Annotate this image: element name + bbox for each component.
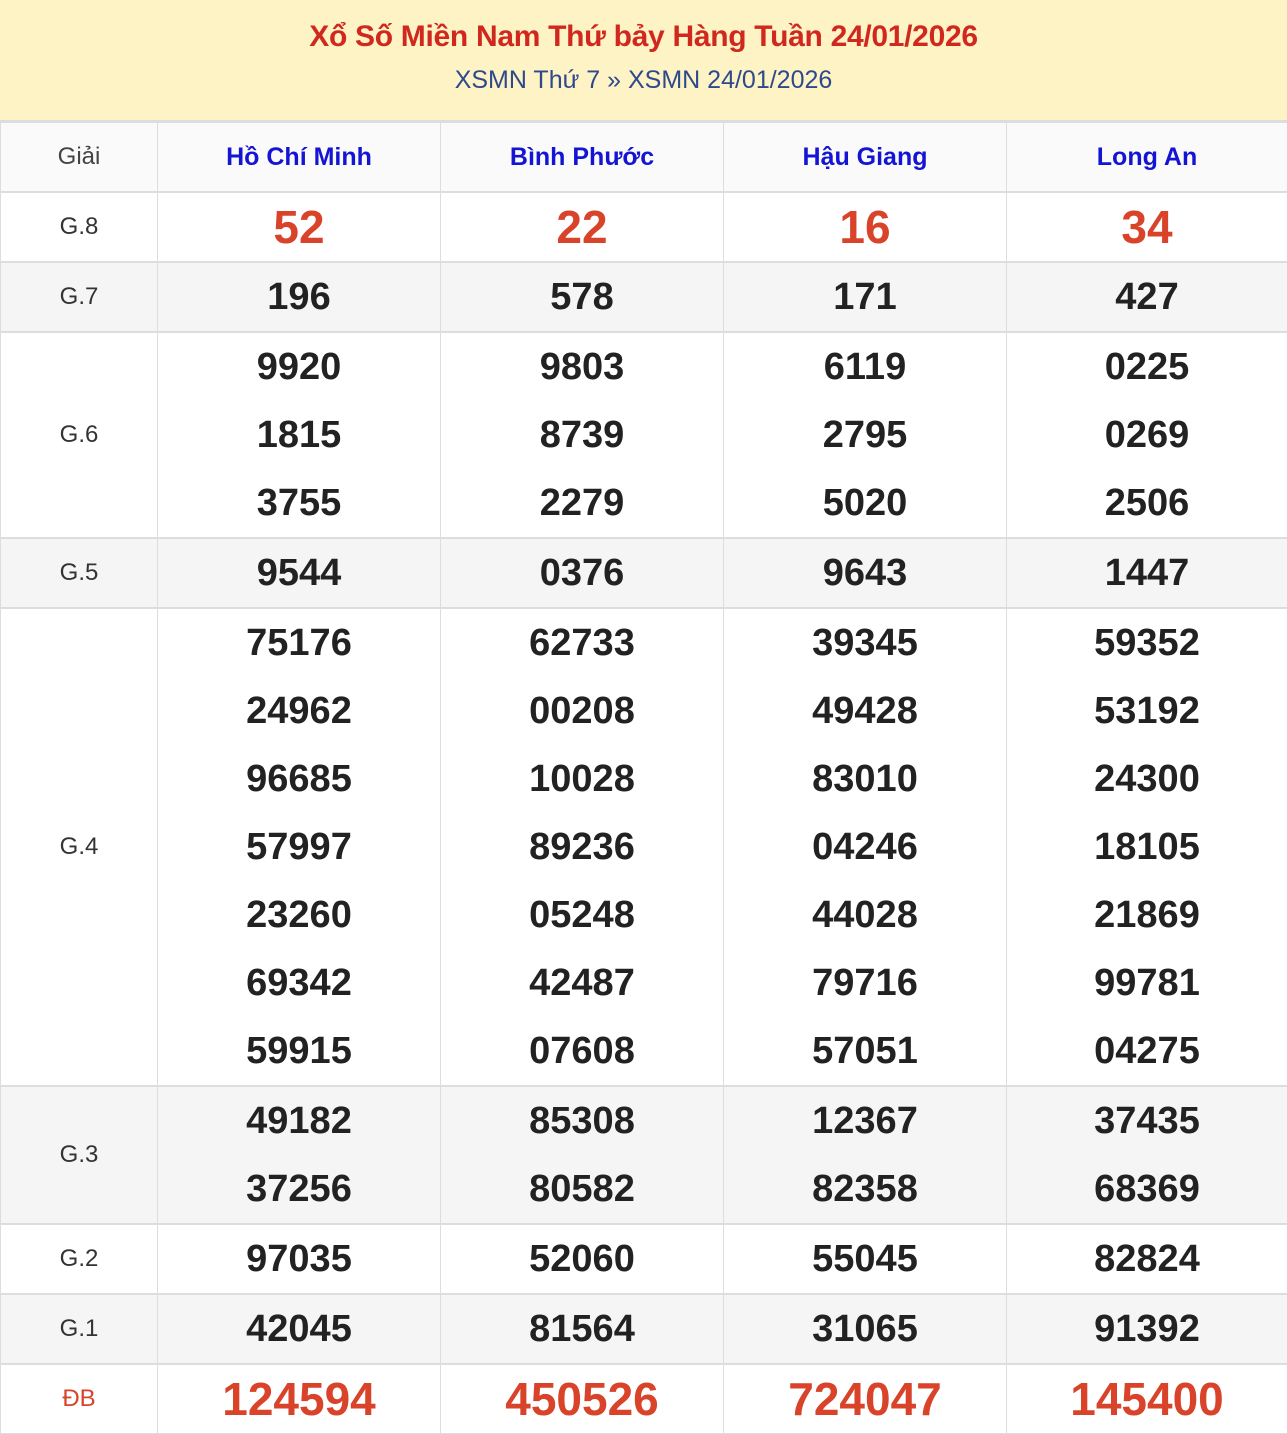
results-table: [0, 122, 1287, 1434]
result-cell: [441, 1294, 724, 1364]
prize-label: G.1: [1, 1294, 158, 1364]
result-number: 10028: [441, 745, 723, 813]
province-header[interactable]: Hậu Giang: [724, 123, 1007, 193]
result-number: 22: [441, 193, 723, 261]
prize-label: G.6: [1, 332, 158, 538]
result-number: 55045: [724, 1225, 1006, 1293]
result-cell: [1007, 1364, 1287, 1434]
result-number: 82824: [1007, 1225, 1287, 1293]
result-number: 91392: [1007, 1295, 1287, 1363]
result-number: 59915: [158, 1017, 440, 1085]
prize-column-header: Giải: [1, 123, 158, 193]
result-number: 96685: [158, 745, 440, 813]
result-number: 2506: [1007, 469, 1287, 537]
prize-label: G.7: [1, 262, 158, 332]
result-number: 89236: [441, 813, 723, 881]
result-number: 2279: [441, 469, 723, 537]
result-number: 81564: [441, 1295, 723, 1363]
result-number: 49182: [158, 1087, 440, 1155]
result-number: 79716: [724, 949, 1006, 1017]
result-number: 9920: [158, 333, 440, 401]
province-header[interactable]: Bình Phước: [441, 123, 724, 193]
result-number: 6119: [724, 333, 1006, 401]
prize-label: G.2: [1, 1224, 158, 1294]
result-cell: [724, 1224, 1007, 1294]
result-number: 0376: [441, 539, 723, 607]
result-cell: [158, 1294, 441, 1364]
result-number: 07608: [441, 1017, 723, 1085]
prize-label: G.5: [1, 538, 158, 608]
result-number: 62733: [441, 609, 723, 677]
result-cell: [441, 1364, 724, 1434]
result-number: 578: [441, 263, 723, 331]
result-number: 18105: [1007, 813, 1287, 881]
province-header[interactable]: Long An: [1007, 123, 1287, 193]
result-number: 724047: [724, 1365, 1006, 1433]
result-cell: [724, 332, 1007, 538]
result-cell: [158, 262, 441, 332]
result-number: 34: [1007, 193, 1287, 261]
result-cell: [158, 538, 441, 608]
result-cell: [1007, 192, 1287, 262]
result-cell: [158, 1086, 441, 1224]
result-number: 450526: [441, 1365, 723, 1433]
prize-row: [1, 1224, 1287, 1294]
result-cell: [1007, 262, 1287, 332]
result-number: 12367: [724, 1087, 1006, 1155]
result-number: 24962: [158, 677, 440, 745]
result-number: 171: [724, 263, 1006, 331]
prize-label: G.4: [1, 608, 158, 1086]
result-number: 52: [158, 193, 440, 261]
result-cell: [158, 192, 441, 262]
result-cell: [158, 1224, 441, 1294]
breadcrumb-separator: »: [607, 66, 621, 94]
result-cell: [158, 1364, 441, 1434]
result-cell: [1007, 332, 1287, 538]
prize-row: [1, 1364, 1287, 1434]
breadcrumb: [0, 66, 1287, 95]
prize-row: [1, 262, 1287, 332]
result-number: 04275: [1007, 1017, 1287, 1085]
result-number: 9803: [441, 333, 723, 401]
result-cell: [1007, 538, 1287, 608]
result-cell: [441, 538, 724, 608]
result-cell: [441, 1086, 724, 1224]
result-cell: [158, 608, 441, 1086]
prize-row: [1, 1294, 1287, 1364]
result-number: 124594: [158, 1365, 440, 1433]
prize-row: [1, 192, 1287, 262]
result-cell: [724, 192, 1007, 262]
result-number: 04246: [724, 813, 1006, 881]
result-number: 31065: [724, 1295, 1006, 1363]
result-cell: [724, 608, 1007, 1086]
result-number: 85308: [441, 1087, 723, 1155]
result-number: 0225: [1007, 333, 1287, 401]
result-cell: [724, 1364, 1007, 1434]
result-number: 39345: [724, 609, 1006, 677]
result-number: 52060: [441, 1225, 723, 1293]
result-number: 75176: [158, 609, 440, 677]
result-number: 83010: [724, 745, 1006, 813]
result-cell: [1007, 1086, 1287, 1224]
province-header[interactable]: Hồ Chí Minh: [158, 123, 441, 193]
result-number: 8739: [441, 401, 723, 469]
result-number: 37435: [1007, 1087, 1287, 1155]
result-number: 82358: [724, 1155, 1006, 1223]
prize-row: [1, 538, 1287, 608]
result-cell: [441, 192, 724, 262]
result-number: 1815: [158, 401, 440, 469]
breadcrumb-xsmn-date[interactable]: XSMN 24/01/2026: [628, 66, 832, 94]
result-number: 97035: [158, 1225, 440, 1293]
result-number: 21869: [1007, 881, 1287, 949]
result-number: 5020: [724, 469, 1006, 537]
result-number: 42045: [158, 1295, 440, 1363]
prize-label: G.8: [1, 192, 158, 262]
result-number: 24300: [1007, 745, 1287, 813]
result-cell: [158, 332, 441, 538]
result-number: 57997: [158, 813, 440, 881]
result-number: 9544: [158, 539, 440, 607]
result-cell: [441, 1224, 724, 1294]
result-number: 196: [158, 263, 440, 331]
result-number: 99781: [1007, 949, 1287, 1017]
result-number: 53192: [1007, 677, 1287, 745]
result-cell: [1007, 608, 1287, 1086]
result-number: 1447: [1007, 539, 1287, 607]
result-number: 0269: [1007, 401, 1287, 469]
result-cell: [724, 1086, 1007, 1224]
prize-row: [1, 332, 1287, 538]
table-header-row: [1, 123, 1287, 193]
result-number: 44028: [724, 881, 1006, 949]
result-number: 145400: [1007, 1365, 1287, 1433]
result-number: 427: [1007, 263, 1287, 331]
page-title: Xổ Số Miền Nam Thứ bảy Hàng Tuần 24/01/2026: [0, 0, 1287, 54]
result-number: 05248: [441, 881, 723, 949]
prize-label: ĐB: [1, 1364, 158, 1434]
result-number: 69342: [158, 949, 440, 1017]
result-number: 16: [724, 193, 1006, 261]
result-number: 00208: [441, 677, 723, 745]
result-number: 49428: [724, 677, 1006, 745]
result-number: 80582: [441, 1155, 723, 1223]
result-cell: [441, 608, 724, 1086]
result-cell: [724, 262, 1007, 332]
prize-row: [1, 1086, 1287, 1224]
result-number: 3755: [158, 469, 440, 537]
result-number: 9643: [724, 539, 1006, 607]
result-cell: [1007, 1224, 1287, 1294]
breadcrumb-xsmn-thu-7[interactable]: XSMN Thứ 7: [455, 66, 600, 94]
result-number: 59352: [1007, 609, 1287, 677]
result-number: 68369: [1007, 1155, 1287, 1223]
result-number: 57051: [724, 1017, 1006, 1085]
prize-row: [1, 608, 1287, 1086]
result-cell: [724, 538, 1007, 608]
prize-label: G.3: [1, 1086, 158, 1224]
page-header: [0, 0, 1287, 122]
result-number: 23260: [158, 881, 440, 949]
result-cell: [441, 262, 724, 332]
result-number: 42487: [441, 949, 723, 1017]
result-number: 2795: [724, 401, 1006, 469]
result-cell: [441, 332, 724, 538]
result-cell: [1007, 1294, 1287, 1364]
result-number: 37256: [158, 1155, 440, 1223]
result-cell: [724, 1294, 1007, 1364]
